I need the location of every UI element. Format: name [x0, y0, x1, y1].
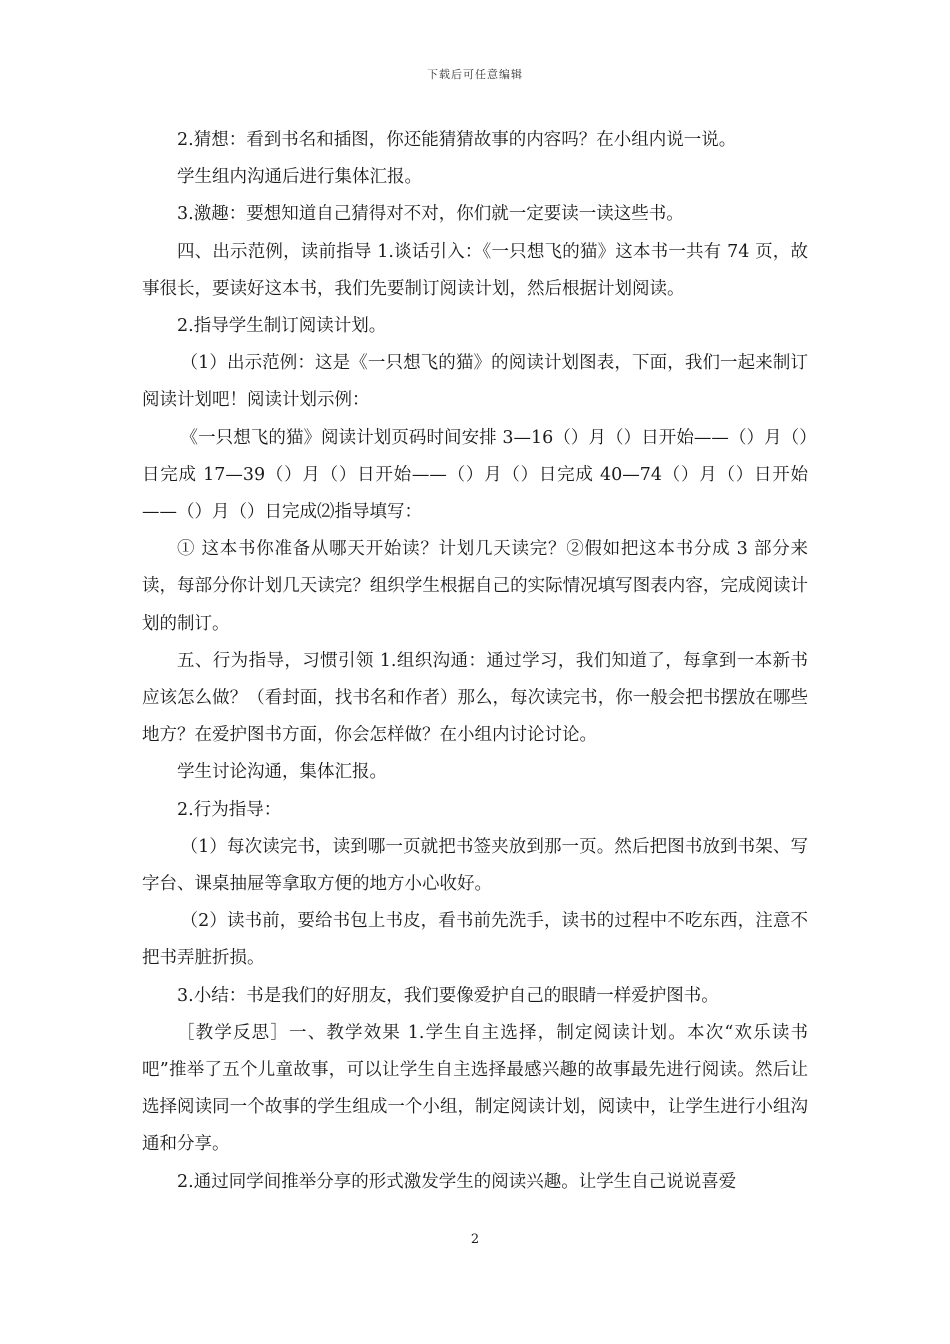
- paragraph: 学生讨论沟通，集体汇报。: [177, 762, 387, 783]
- paragraph: （1）每次读完书，读到哪一页就把书签夹放到那一页。然后把图书放到书架、写字台、课桌抽屉等拿取方便的地方小心收好。: [142, 836, 808, 895]
- page-number: 2: [470, 1232, 480, 1247]
- paragraph: （2）读书前，要给书包上书皮，看书前先洗手，读书的过程中不吃东西，注意不把书弄脏折损。: [142, 911, 808, 969]
- paragraph: 2.行为指导：: [177, 799, 282, 820]
- paragraph: 2.指导学生制订阅读计划。: [177, 316, 387, 337]
- paragraph: 四、出示范例，读前指导 1.谈话引入：《一只想飞的猫》这本书一共有 74 页，故事很长，要读好这本书，我们先要制订阅读计划，然后根据计划阅读。: [142, 241, 808, 299]
- paragraph: ［教学反思］一、教学效果 1.学生自主选择，制定阅读计划。本次“欢乐读书吧”推举了五个儿童故事，可以让学生自主选择最感兴趣的故事最先进行阅读。然后让选择阅读同一个故事的学生组成一个小组，制定阅读计划，阅读中，让学生进行小组沟通和分享。: [142, 1022, 808, 1155]
- paragraph: 《一只想飞的猫》阅读计划页码时间安排 3—16（）月（）日开始——（）月（）日完成 17—39（）月（）日开始——（）月（）日完成 40—74（）月（）日开始——（）月（）日完成⑵指导填写：: [142, 427, 808, 523]
- paragraph: ① 这本书你准备从哪天开始读？计划几天读完？②假如把这本书分成 3 部分来读，每部分你计划几天读完？组织学生根据自己的实际情况填写图表内容，完成阅读计划的制订。: [142, 539, 808, 634]
- paragraph: （1）出示范例：这是《一只想飞的猫》的阅读计划图表，下面，我们一起来制订阅读计划吧！阅读计划示例：: [142, 353, 808, 411]
- paragraph: 2.通过同学间推举分享的形式激发学生的阅读兴趣。让学生自己说说喜爱: [177, 1171, 737, 1192]
- paragraph: 2.猜想：看到书名和插图，你还能猜猜故事的内容吗？在小组内说一说。: [177, 130, 737, 150]
- page-header: 下载后可任意编辑: [427, 68, 523, 81]
- paragraph: 3.激趣：要想知道自己猜得对不对，你们就一定要读一读这些书。: [177, 204, 684, 225]
- document-body: [142, 122, 808, 1201]
- paragraph: 学生组内沟通后进行集体汇报。: [177, 167, 422, 188]
- paragraph: 3.小结：书是我们的好朋友，我们要像爱护自己的眼睛一样爱护图书。: [177, 985, 719, 1006]
- paragraph: 五、行为指导，习惯引领 1.组织沟通：通过学习，我们知道了，每拿到一本新书应该怎么做？（看封面，找书名和作者）那么，每次读完书，你一般会把书摆放在哪些地方？在爱护图书方面，你会怎样做？在小组内讨论讨论。: [142, 650, 808, 746]
